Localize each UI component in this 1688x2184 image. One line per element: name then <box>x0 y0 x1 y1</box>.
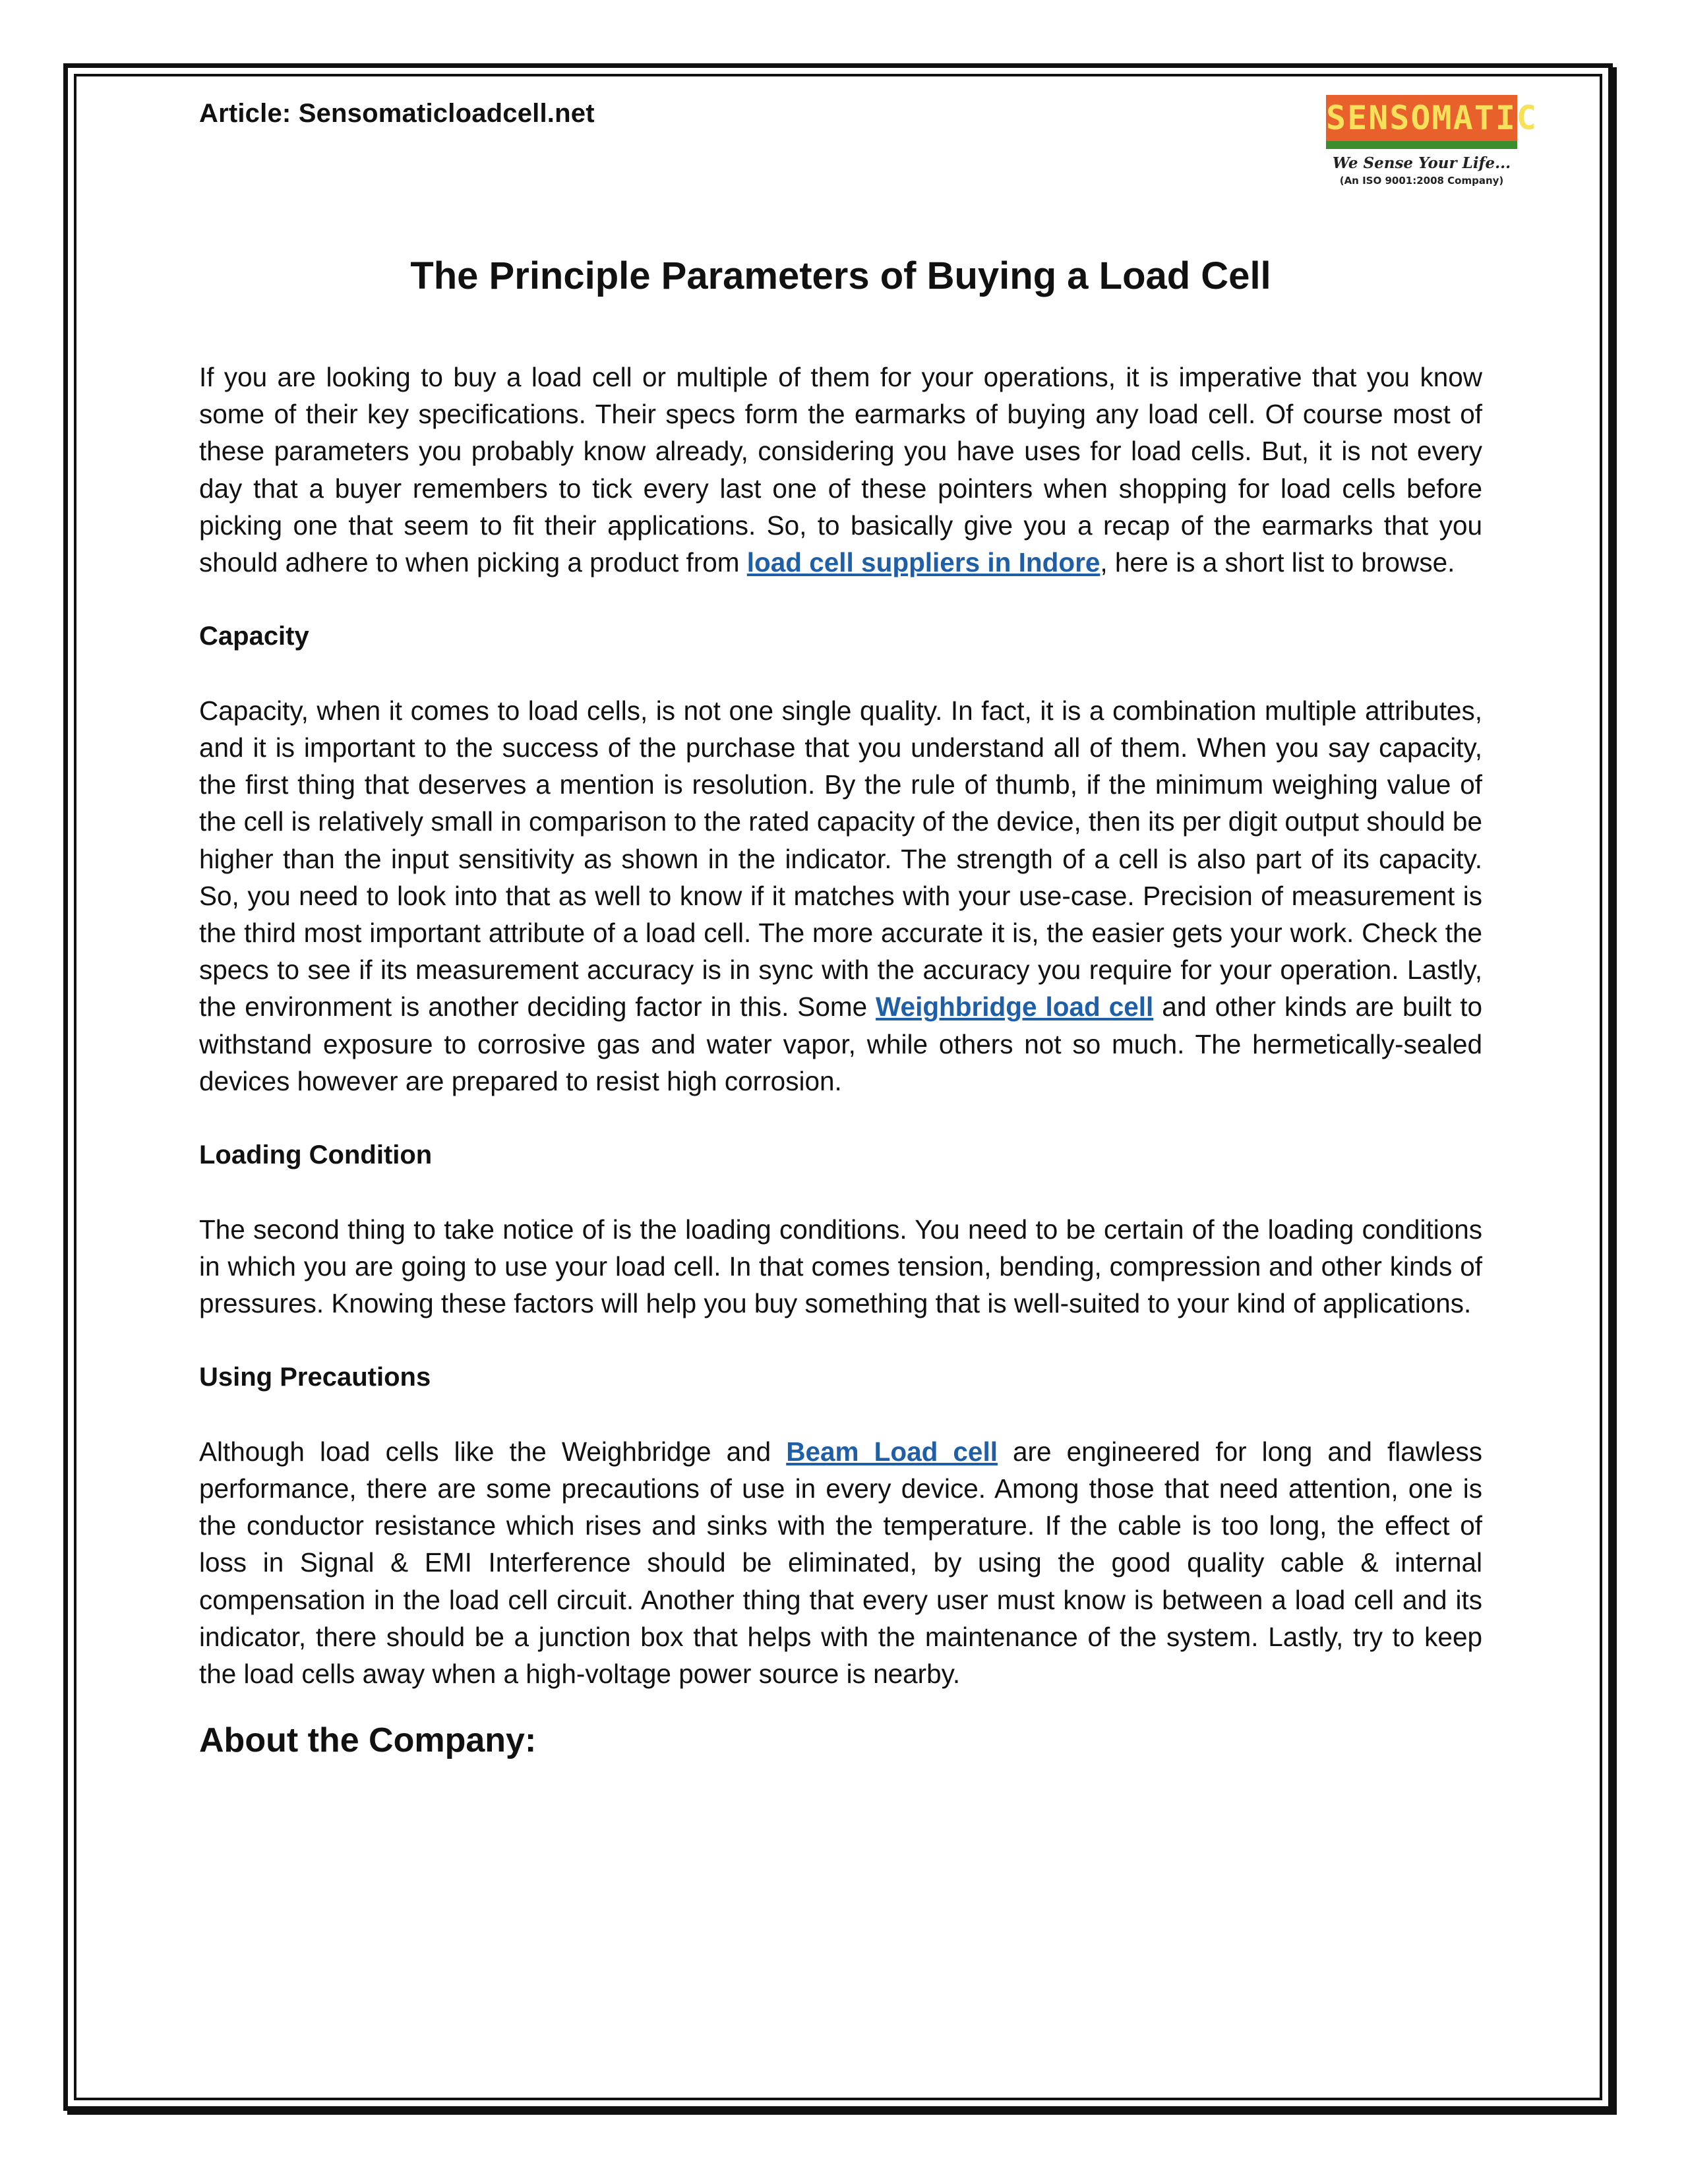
logo-iso-note: (An ISO 9001:2008 Company) <box>1339 175 1504 187</box>
logo-wordmark: SENSOMATIC <box>1326 99 1538 137</box>
link-beam-load-cell[interactable]: Beam Load cell <box>786 1436 998 1467</box>
precautions-text-before: Although load cells like the Weighbridge and <box>199 1436 787 1467</box>
article-source-label: Article: Sensomaticloadcell.net <box>199 99 595 128</box>
spacer <box>199 1100 1482 1136</box>
loading-paragraph: The second thing to take notice of is the loading conditions. You need to be certain of the loading conditions in which you are going to use your load cell. In that comes tension, bending, compression and other kinds of pressures. Knowing these factors will help you buy something that is well-suited to your kind of applications. <box>199 1214 1482 1319</box>
spacer <box>199 1322 1482 1359</box>
spacer <box>199 1396 1482 1433</box>
about-company-heading: About the Company: <box>199 1721 537 1760</box>
spacer <box>199 1692 1482 1717</box>
section-heading-using-precautions: Using Precautions <box>199 1363 431 1392</box>
capacity-paragraph <box>199 692 1482 1100</box>
section-heading-loading-condition: Loading Condition <box>199 1140 433 1170</box>
capacity-text-before: Capacity, when it comes to load cells, is not one single quality. In fact, it is a combination multiple attributes, and it is important to the success of the purchase that you understand all of them. When you say capacity, the first thing that deserves a mention is resolution. By the rule of thumb, if the minimum weighing value of the cell is relatively small in comparison to the rated capacity of the device, then its per digit output should be higher than the input sensitivity as shown in the indicator. The strength of a cell is also part of its capacity. So, you need to look into that as well to know if it matches with your use-case. Precision of measurement is the third most important attribute of a load cell. The more accurate it is, the easier gets your work. Check the specs to see if its measurement accuracy is in sync with the accuracy you require for your operation. Lastly, the environment is another deciding factor in this. Some <box>199 695 1482 1022</box>
logo-banner <box>1326 95 1538 149</box>
company-logo <box>1323 95 1538 207</box>
spacer <box>199 1173 1482 1210</box>
capacity-text-after: and other kinds are built to withstand exposure to corrosive gas and water vapor, while others not so much. The hermetically-sealed devices however are prepared to resist high corrosion. <box>199 991 1482 1096</box>
precautions-paragraph <box>199 1433 1482 1692</box>
logo-tagline: We Sense Your Life... <box>1332 154 1511 172</box>
article-title: The Principle Parameters of Buying a Load Cell <box>410 254 1271 297</box>
spacer <box>199 581 1482 618</box>
section-heading-capacity: Capacity <box>199 622 309 651</box>
intro-text-before: If you are looking to buy a load cell or multiple of them for your operations, it is imperative that you know some of their key specifications. Their specs form the earmarks of buying any load cell. Of course most of these parameters you probably know already, considering you have uses for load cells. But, it is not every day that a buyer remembers to tick every last one of these pointers when shopping for load cells before picking one that seem to fit their applications. So, to basically give you a recap of the earmarks that you should adhere to when picking a product from <box>199 362 1482 578</box>
link-load-cell-suppliers-indore[interactable]: load cell suppliers in Indore <box>746 547 1100 578</box>
spacer <box>199 655 1482 692</box>
link-weighbridge-load-cell[interactable]: Weighbridge load cell <box>876 991 1154 1022</box>
intro-text-after: , here is a short list to browse. <box>1100 547 1455 578</box>
intro-paragraph <box>199 359 1482 581</box>
precautions-text-after: are engineered for long and flawless performance, there are some precautions of use in every device. Among those that need attention, one is the conductor resistance which rises and sinks with the temperature. If the cable is too long, the effect of loss in Signal & EMI Interference should be eliminated, by using the good quality cable & internal compensation in the load cell circuit. Another thing that every user must know is between a load cell and its indicator, there should be a junction box that helps with the maintenance of the system. Lastly, try to keep the load cells away when a high-voltage power source is nearby. <box>199 1436 1482 1690</box>
article-body <box>199 359 1482 1763</box>
